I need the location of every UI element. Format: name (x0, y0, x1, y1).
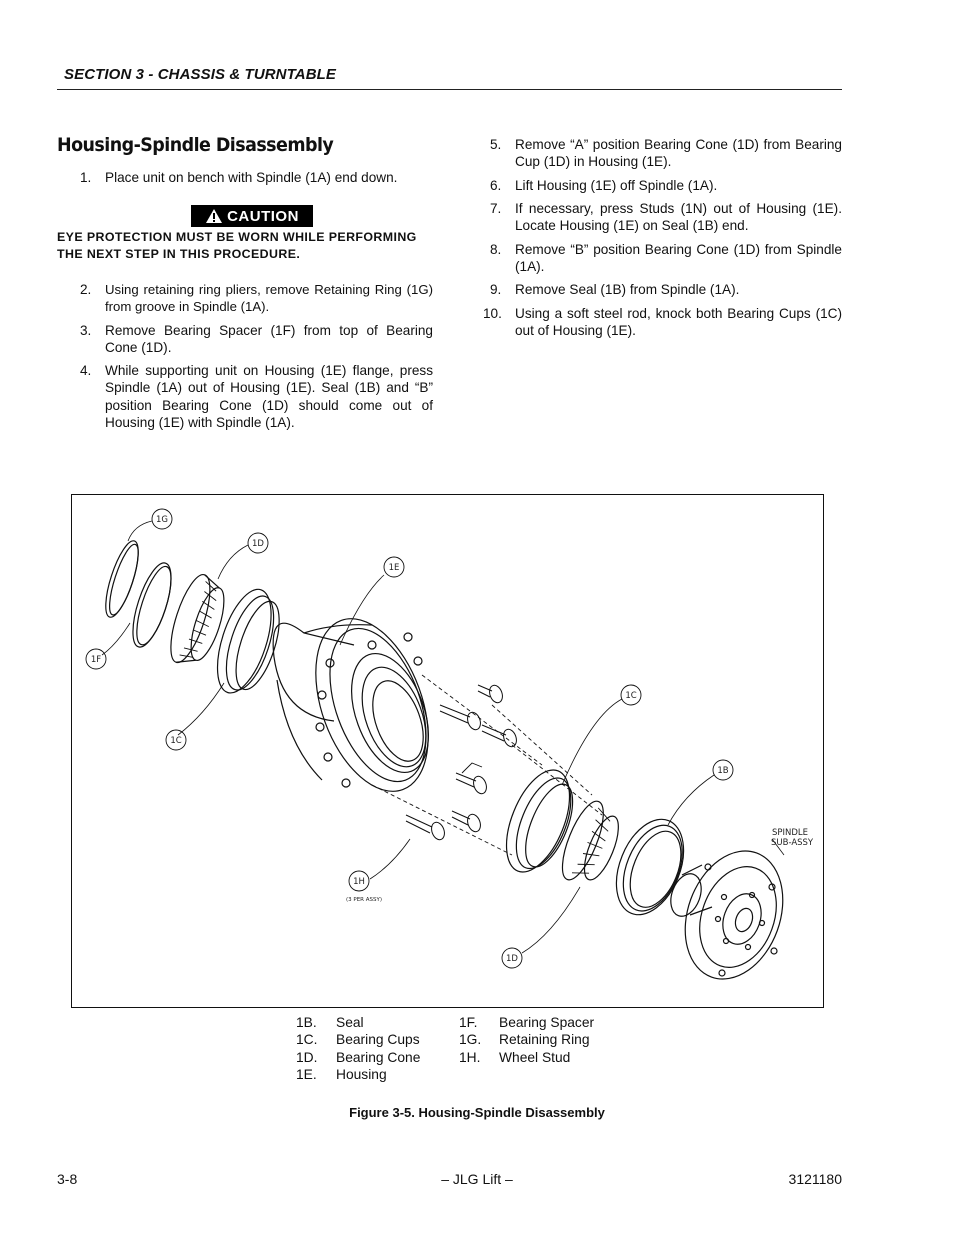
step-item (483, 305, 842, 341)
legend-code: 1G. (459, 1032, 482, 1047)
step-text: While supporting unit on Housing (1E) flange, press Spindle (1A) out of Housing (1E). Seal (1B) and “B” position Bearing Cone (1D) should come out of Housing (1E) with Spindle (1A). (105, 363, 433, 430)
step-text: Remove “B” position Bearing Cone (1D) from Spindle (1A). (515, 242, 842, 275)
step-number: 6. (490, 178, 502, 193)
legend-name: Bearing Cone (336, 1050, 421, 1065)
legend-code: 1C. (296, 1032, 318, 1047)
legend-code: 1H. (459, 1050, 481, 1065)
footer-center: – JLG Lift – (441, 1171, 513, 1187)
step-number: 8. (490, 242, 502, 257)
step-item (57, 281, 433, 317)
step-item (483, 241, 842, 277)
step-item (483, 177, 842, 195)
housing-spindle-exploded-diagram (72, 495, 823, 1007)
callout-1h: 1H (353, 877, 365, 887)
callout-1c-left: 1C (170, 736, 182, 746)
step-text: Remove Bearing Spacer (1F) from top of Bearing Cone (1D). (105, 323, 433, 356)
leader-lines (102, 521, 784, 953)
step-text: Using retaining ring pliers, remove Retaining Ring (1G) from groove in Spindle (1A). (105, 282, 433, 315)
step-number: 9. (490, 282, 502, 297)
section-header: SECTION 3 - CHASSIS & TURNTABLE (64, 66, 337, 83)
retaining-ring-drawing (99, 538, 145, 621)
step-number: 7. (490, 201, 502, 216)
spindle-drawing (665, 837, 799, 993)
warning-triangle-icon (205, 208, 223, 224)
step-item (483, 136, 842, 172)
legend-name: Bearing Spacer (499, 1015, 595, 1030)
seal-drawing (603, 809, 696, 924)
bearing-cone-top-drawing (163, 570, 233, 671)
callout-1e: 1E (388, 563, 400, 573)
housing-drawing (273, 603, 450, 806)
bearing-spacer-drawing (125, 559, 179, 651)
step-item (483, 281, 842, 299)
step-item (57, 322, 433, 358)
caution-label: CAUTION (227, 207, 299, 225)
caution-text: EYE PROTECTION MUST BE WORN WHILE PERFORMING THE NEXT STEP IN THIS PROCEDURE. (57, 230, 417, 262)
legend-code: 1F. (459, 1015, 478, 1030)
callout-1d-bottom: 1D (506, 954, 518, 964)
document-number: 3121180 (788, 1171, 842, 1187)
page-number: 3-8 (57, 1171, 78, 1187)
legend-name: Bearing Cups (336, 1032, 420, 1047)
callout-1c-right: 1C (625, 691, 637, 701)
step-number: 5. (490, 137, 502, 152)
callout-bubbles (86, 509, 733, 968)
spindle-label-line1: SPINDLE (772, 828, 809, 838)
legend-name: Housing (336, 1067, 387, 1082)
step-item (483, 200, 842, 236)
legend-code: 1D. (296, 1050, 318, 1065)
step-number: 10. (483, 306, 502, 321)
page-title: Housing-Spindle Disassembly (57, 134, 334, 156)
legend-name: Retaining Ring (499, 1032, 590, 1047)
callout-1f: 1F (90, 655, 102, 665)
callout-1d-top: 1D (252, 539, 264, 549)
callout-1b: 1B (717, 766, 729, 776)
exploded-view-figure (71, 494, 824, 1008)
legend-code: 1E. (296, 1067, 317, 1082)
step-text: If necessary, press Studs (1N) out of Housing (1E). Locate Housing (1E) on Seal (1B) end. (515, 201, 842, 234)
step-text: Lift Housing (1E) off Spindle (1A). (515, 178, 718, 193)
step-number: 1. (80, 170, 92, 185)
step-item (57, 169, 433, 187)
caution-badge (191, 205, 313, 227)
step-text: Using a soft steel rod, knock both Bearing Cups (1C) out of Housing (1E). (515, 306, 842, 339)
stud-quantity-note: (3 PER ASSY) (346, 897, 383, 903)
spindle-label-line2: SUB-ASSY (771, 838, 814, 848)
step-item (57, 362, 433, 432)
figure-caption: Figure 3-5. Housing-Spindle Disassembly (349, 1105, 605, 1120)
legend-name: Wheel Stud (499, 1050, 571, 1065)
bearing-cup-right-drawing (494, 761, 586, 882)
callout-1g: 1G (156, 515, 168, 525)
step-number: 3. (80, 323, 92, 338)
step-text: Remove Seal (1B) from Spindle (1A). (515, 282, 740, 297)
legend-name: Seal (336, 1015, 364, 1030)
header-divider (57, 89, 842, 90)
step-text: Remove “A” position Bearing Cone (1D) from Bearing Cup (1D) in Housing (1E). (515, 137, 842, 170)
step-number: 2. (80, 282, 92, 297)
step-text: Place unit on bench with Spindle (1A) end down. (105, 170, 398, 185)
step-number: 4. (80, 363, 92, 378)
legend-code: 1B. (296, 1015, 317, 1030)
